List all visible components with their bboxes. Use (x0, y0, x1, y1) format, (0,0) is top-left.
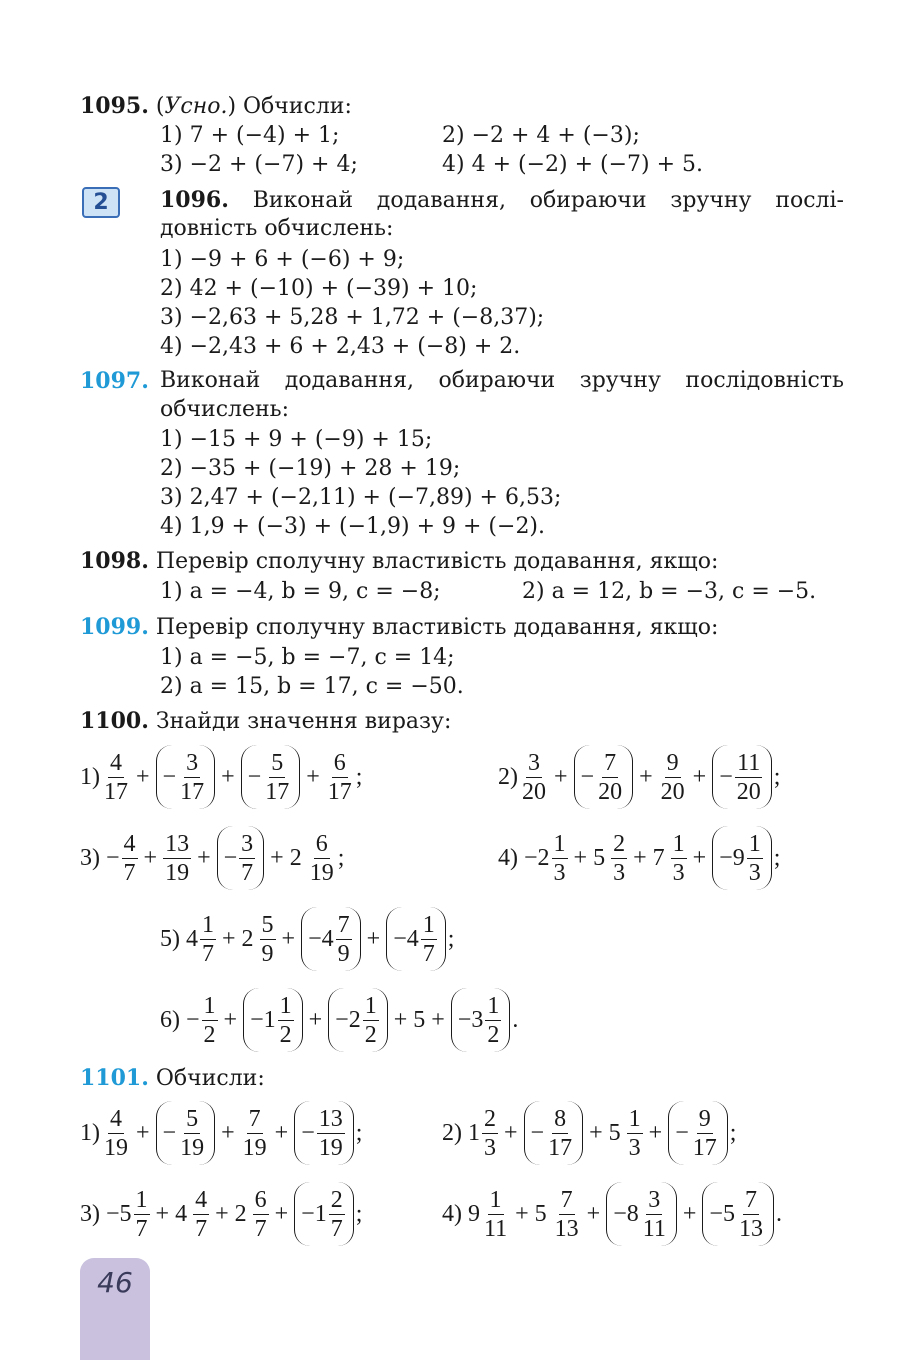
denominator: 19 (180, 1134, 205, 1161)
item: 2) a = 12, b = −3, c = −5. (522, 579, 817, 604)
exercise-number: 1099. (80, 614, 149, 640)
fraction (747, 830, 763, 887)
expression-4 (442, 1182, 782, 1246)
punct: ; (355, 1119, 363, 1146)
fraction (737, 1186, 765, 1243)
parenthesis (386, 907, 446, 971)
parenthesis (712, 826, 772, 890)
denominator: 19 (104, 1134, 128, 1161)
numerator: 1 (553, 830, 566, 857)
numerator: 7 (604, 749, 617, 776)
instruction: Виконай додавання, обираючи зручну послі- (252, 188, 844, 213)
item: 1) a = −4, b = 9, c = −8; (160, 579, 441, 604)
denominator: 17 (327, 778, 352, 805)
sign: −9 (719, 844, 745, 871)
expression-6 (160, 988, 518, 1052)
operator: + (136, 1119, 150, 1146)
operator: + (223, 1006, 238, 1033)
fraction (102, 749, 130, 806)
punct: ; (355, 763, 363, 790)
exercise-1101-heading (80, 1064, 265, 1093)
item: 3) −2,63 + 5,28 + 1,72 + (−8,37); (160, 305, 545, 330)
denominator: 7 (422, 940, 435, 967)
operator: + (281, 925, 296, 952)
exercise-number: 1095. (80, 93, 149, 119)
numerator: 8 (554, 1105, 567, 1132)
denominator: 3 (672, 859, 685, 886)
sign: −8 (613, 1200, 639, 1227)
parenthesis (156, 1101, 216, 1165)
exercise-1099-heading (80, 613, 718, 642)
operator: + (504, 1119, 518, 1146)
parenthesis (241, 745, 301, 809)
denominator: 3 (613, 859, 626, 886)
sign: −1 (301, 1200, 327, 1227)
denominator: 2 (279, 1021, 292, 1048)
item: 2) −35 + (−19) + 28 + 19; (160, 456, 461, 481)
operator: + 2 (270, 844, 302, 871)
numerator: 11 (737, 749, 761, 776)
sign: −3 (457, 1006, 484, 1033)
item: 2) −2 + 4 + (−3); (442, 123, 640, 148)
sign: − (223, 844, 238, 871)
operator: + 4 (155, 1200, 188, 1227)
punct: ; (773, 844, 781, 871)
fraction (326, 749, 354, 806)
numerator: 5 (271, 749, 284, 776)
expression-1 (80, 745, 362, 809)
fraction (735, 749, 763, 806)
item: 1) 7 + (−4) + 1; (160, 123, 340, 148)
fraction (611, 830, 627, 887)
denominator: 19 (165, 859, 190, 886)
fraction (239, 830, 255, 887)
instruction-cont: обчислень: (160, 397, 290, 422)
item: 3) −2 + (−7) + 4; (160, 152, 358, 177)
item: 4) −2,43 + 6 + 2,43 + (−8) + 2. (160, 334, 521, 359)
fraction (421, 911, 437, 968)
numerator: 7 (744, 1186, 757, 1213)
denominator: 7 (135, 1215, 148, 1242)
denominator: 11 (484, 1215, 508, 1242)
denominator: 20 (598, 778, 623, 805)
operator: + (221, 1119, 235, 1146)
instruction: Перевір сполучну властивість додавання, якщо: (155, 615, 719, 640)
parenthesis (294, 1182, 354, 1246)
operator: + 5 (589, 1119, 621, 1146)
fraction (163, 830, 191, 887)
denominator: 2 (203, 1021, 216, 1048)
parenthesis (301, 907, 361, 971)
expression-3 (80, 1182, 362, 1246)
numerator: 2 (613, 830, 626, 857)
parenthesis (294, 1101, 354, 1165)
instruction: Виконай додавання, обираючи зручну послідовність (160, 368, 844, 393)
instruction: ) Обчисли: (227, 94, 352, 119)
parenthesis (451, 988, 511, 1052)
operator: + (274, 1200, 289, 1227)
numerator: 9 (698, 1105, 711, 1132)
denominator: 3 (748, 859, 761, 886)
numerator: 6 (315, 830, 328, 857)
label: 4) 9 (442, 1200, 480, 1227)
numerator: 6 (333, 749, 346, 776)
numerator: 1 (672, 830, 685, 857)
parenthesis (606, 1182, 677, 1246)
numerator: 1 (135, 1186, 148, 1213)
operator: + (586, 1200, 601, 1227)
label: 1) (80, 763, 100, 790)
denominator: 11 (642, 1215, 666, 1242)
sign: − (580, 763, 595, 790)
numerator: 1 (279, 992, 292, 1019)
denominator: 9 (337, 940, 350, 967)
operator: + (308, 1006, 323, 1033)
exercise-1100-heading (80, 707, 451, 736)
operator: + (692, 844, 707, 871)
fraction (691, 1105, 719, 1162)
operator: + (692, 763, 707, 790)
punct: . (512, 1006, 519, 1033)
instruction-cont: довність обчислень: (160, 216, 394, 241)
denominator: 3 (484, 1134, 496, 1161)
denominator: 7 (123, 859, 136, 886)
denominator: 13 (554, 1215, 579, 1242)
expression-2 (498, 745, 780, 809)
numerator: 7 (560, 1186, 573, 1213)
fraction (102, 1105, 130, 1162)
fraction (482, 1105, 498, 1162)
fraction (202, 992, 218, 1049)
label: 3) − (80, 844, 120, 871)
denominator: 7 (254, 1215, 267, 1242)
punct: ; (337, 844, 345, 871)
denominator: 20 (660, 778, 685, 805)
expression-4 (498, 826, 780, 890)
numerator: 3 (648, 1186, 661, 1213)
expression-5 (160, 907, 454, 971)
numerator: 6 (254, 1186, 267, 1213)
denominator: 2 (364, 1021, 377, 1048)
operator: + (554, 763, 568, 790)
sign: −1 (250, 1006, 276, 1033)
fraction (260, 911, 276, 968)
numerator: 3 (241, 830, 254, 857)
fraction (253, 1186, 269, 1243)
parenthesis (217, 826, 265, 890)
fraction (308, 830, 336, 887)
item: 1) a = −5, b = −7, c = 14; (160, 645, 455, 670)
denominator: 9 (261, 940, 274, 967)
exercise-number (80, 367, 149, 396)
item: 1) −9 + 6 + (−6) + 9; (160, 247, 405, 272)
sign: − (719, 763, 733, 790)
fraction (627, 1105, 643, 1162)
denominator: 7 (330, 1215, 343, 1242)
label: 1) (80, 1119, 100, 1146)
fraction (122, 830, 138, 887)
fraction (329, 1186, 345, 1243)
fraction (200, 911, 216, 968)
numerator: 13 (165, 830, 190, 857)
label: 4) −2 (498, 844, 550, 871)
numerator: 3 (186, 749, 199, 776)
operator: + 2 (215, 1200, 247, 1227)
numerator: 3 (528, 749, 540, 776)
denominator: 17 (692, 1134, 717, 1161)
fraction (553, 1186, 581, 1243)
denominator: 17 (265, 778, 290, 805)
instruction: Обчисли: (155, 1066, 265, 1091)
expression-3 (80, 826, 344, 890)
operator: + (274, 1119, 289, 1146)
fraction (178, 1105, 206, 1162)
fraction (482, 1186, 509, 1243)
oral-mode: Усно. (164, 94, 228, 119)
paren-open: ( (155, 94, 165, 119)
parenthesis (328, 988, 388, 1052)
numerator: 4 (195, 1186, 208, 1213)
exercise-number-label: 1097. (80, 368, 149, 394)
operator: + 5 + (393, 1006, 445, 1033)
page-number-tab (80, 1258, 150, 1360)
fraction (193, 1186, 209, 1243)
exercise-1098-heading (80, 547, 718, 576)
fraction (241, 1105, 269, 1162)
exercise-number: 1096. (160, 187, 229, 213)
denominator: 3 (553, 859, 566, 886)
fraction (596, 749, 624, 806)
numerator: 1 (422, 911, 435, 938)
denominator: 7 (241, 859, 254, 886)
denominator: 19 (309, 859, 334, 886)
denominator: 13 (738, 1215, 763, 1242)
parenthesis (574, 745, 634, 809)
denominator: 7 (195, 1215, 208, 1242)
numerator: 2 (484, 1105, 496, 1132)
operator: + (221, 763, 235, 790)
fraction (520, 749, 548, 806)
expression-2 (442, 1101, 736, 1165)
denominator: 2 (487, 1021, 500, 1048)
operator: + 7 (633, 844, 665, 871)
instruction: Знайди значення виразу: (155, 709, 452, 734)
operator: + 5 (573, 844, 606, 871)
label: 5) 4 (160, 925, 198, 952)
fraction (278, 992, 294, 1049)
fraction (363, 992, 379, 1049)
operator: + (648, 1119, 663, 1146)
operator: + (682, 1200, 697, 1227)
parenthesis (243, 988, 303, 1052)
denominator: 20 (522, 778, 546, 805)
parenthesis (702, 1182, 774, 1246)
numerator: 1 (202, 911, 214, 938)
fraction (546, 1105, 574, 1162)
label: 2) 1 (442, 1119, 480, 1146)
denominator: 17 (104, 778, 128, 805)
operator: + (366, 925, 381, 952)
fraction (641, 1186, 668, 1243)
denominator: 7 (202, 940, 214, 967)
numerator: 1 (203, 992, 216, 1019)
sign: −5 (709, 1200, 735, 1227)
fraction (317, 1105, 345, 1162)
punct: ; (729, 1119, 737, 1146)
item: 1) −15 + 9 + (−9) + 15; (160, 427, 433, 452)
fraction (671, 830, 687, 887)
parenthesis (668, 1101, 728, 1165)
item: 4) 1,9 + (−3) + (−1,9) + 9 + (−2). (160, 514, 546, 539)
sign: −4 (393, 925, 419, 952)
item: 3) 2,47 + (−2,11) + (−7,89) + 6,53; (160, 485, 562, 510)
item: 4) 4 + (−2) + (−7) + 5. (442, 152, 704, 177)
numerator: 7 (337, 911, 350, 938)
fraction (178, 749, 206, 806)
sign: −2 (335, 1006, 361, 1033)
label: 2) (498, 763, 518, 790)
denominator: 3 (628, 1134, 641, 1161)
numerator: 4 (123, 830, 136, 857)
label: 3) −5 (80, 1200, 132, 1227)
denominator: 20 (736, 778, 761, 805)
fraction (336, 911, 352, 968)
punct: ; (355, 1200, 363, 1227)
numerator: 1 (748, 830, 761, 857)
exercise-number: 1100. (80, 708, 149, 734)
sign: − (675, 1119, 689, 1146)
fraction (263, 749, 291, 806)
numerator: 9 (666, 749, 679, 776)
exercise-1095-heading (80, 92, 352, 121)
instruction: Перевір сполучну властивість додавання, якщо: (155, 549, 719, 574)
operator: + (306, 763, 320, 790)
exercise-1096-heading (160, 186, 844, 215)
punct: ; (773, 763, 781, 790)
item: 2) 42 + (−10) + (−39) + 10; (160, 276, 478, 301)
item: 2) a = 15, b = 17, c = −50. (160, 674, 464, 699)
sign: − (301, 1119, 315, 1146)
sign: − (162, 763, 177, 790)
numerator: 2 (330, 1186, 343, 1213)
sign: − (162, 1119, 177, 1146)
punct: ; (447, 925, 455, 952)
denominator: 17 (548, 1134, 573, 1161)
parenthesis (712, 745, 772, 809)
numerator: 1 (489, 1186, 502, 1213)
exercise-number: 1098. (80, 548, 149, 574)
numerator: 1 (487, 992, 500, 1019)
sign: −4 (308, 925, 334, 952)
fraction (134, 1186, 150, 1243)
denominator: 19 (242, 1134, 267, 1161)
numerator: 4 (110, 1105, 122, 1132)
parenthesis (156, 745, 216, 809)
fraction (659, 749, 687, 806)
operator: + (639, 763, 653, 790)
numerator: 4 (110, 749, 122, 776)
denominator: 17 (180, 778, 205, 805)
label: 6) − (160, 1006, 200, 1033)
parenthesis (524, 1101, 584, 1165)
numerator: 1 (628, 1105, 641, 1132)
sign: − (247, 763, 262, 790)
fraction (485, 992, 501, 1049)
numerator: 5 (261, 911, 274, 938)
numerator: 5 (186, 1105, 199, 1132)
numerator: 13 (318, 1105, 343, 1132)
operator: + (197, 844, 211, 871)
page-number: 46 (97, 1266, 133, 1299)
denominator: 19 (318, 1134, 343, 1161)
operator: + 2 (222, 925, 254, 952)
punct: . (775, 1200, 782, 1227)
numerator: 7 (248, 1105, 261, 1132)
expression-1 (80, 1101, 362, 1165)
operator: + (136, 763, 150, 790)
sign: − (530, 1119, 545, 1146)
operator: + (143, 844, 158, 871)
exercise-number: 1101. (80, 1065, 149, 1091)
numerator: 1 (364, 992, 377, 1019)
level-badge: 2 (82, 187, 120, 218)
fraction (552, 830, 568, 887)
operator: + 5 (515, 1200, 547, 1227)
